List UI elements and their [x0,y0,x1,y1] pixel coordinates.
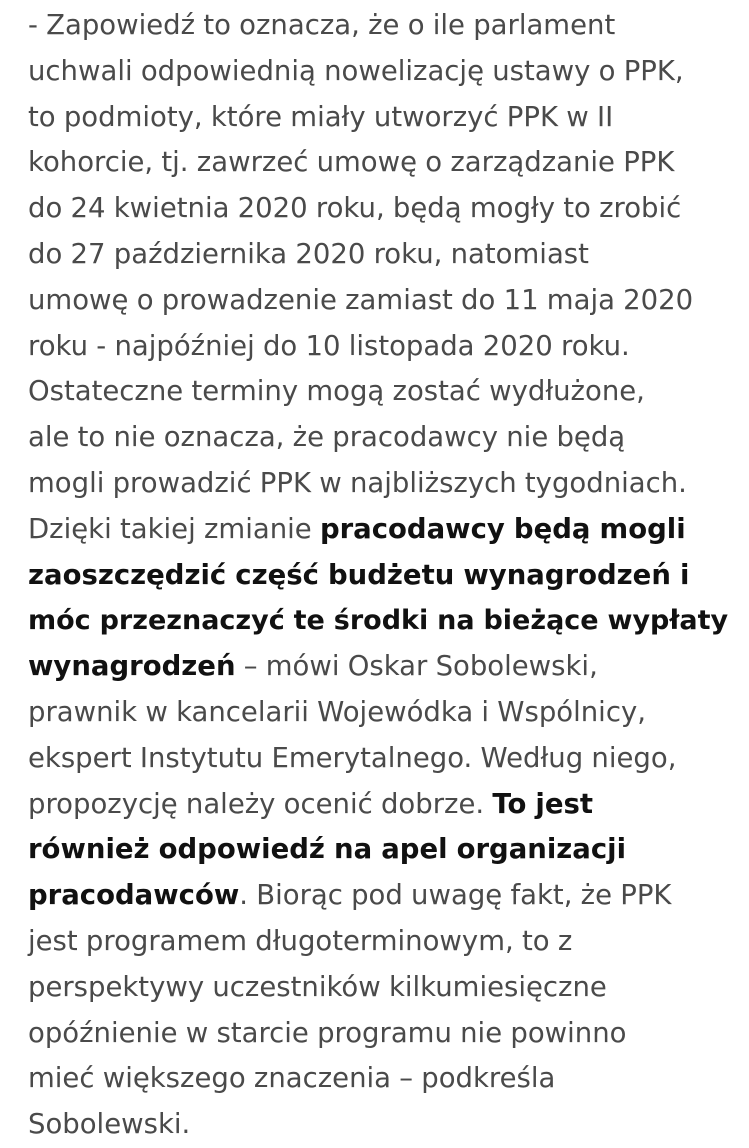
text-line [28,95,728,141]
text-segment: prawnik w kancelarii Wojewódka i Wspólnicy, [28,695,646,728]
text-line [28,644,728,690]
text-segment: – mówi Oskar Sobolewski, [235,650,598,683]
text-segment: do 27 października 2020 roku, natomiast [28,237,589,270]
text-segment: uchwali odpowiednią nowelizację ustawy o PPK, [28,54,684,87]
bold-text-segment: zaoszczędzić część budżetu wynagrodzeń i [28,558,690,591]
bold-text-segment: wynagrodzeń [28,650,236,683]
text-line [28,1102,728,1148]
text-line [28,736,728,782]
text-line [28,507,728,553]
article-body [28,3,728,1148]
text-line [28,919,728,965]
text-segment: ale to nie oznacza, że pracodawcy nie będą [28,421,626,454]
text-segment: mieć większego znaczenia – podkreśla [28,1062,556,1095]
text-segment: mogli prowadzić PPK w najbliższych tygodniach. [28,466,687,499]
text-segment: opóźnienie w starcie programu nie powinno [28,1016,627,1049]
text-segment: to podmioty, które miały utworzyć PPK w II [28,100,614,133]
text-line [28,827,728,873]
text-line [28,3,728,49]
text-segment: Dzięki takiej zmianie [28,512,320,545]
text-segment: ekspert Instytutu Emerytalnego. Według niego, [28,741,677,774]
text-line [28,965,728,1011]
text-line [28,232,728,278]
text-segment: Ostateczne terminy mogą zostać wydłużone, [28,375,645,408]
text-line [28,278,728,324]
text-line [28,690,728,736]
text-line [28,598,728,644]
text-line [28,873,728,919]
text-segment: do 24 kwietnia 2020 roku, będą mogły to zrobić [28,192,682,225]
text-segment: kohorcie, tj. zawrzeć umowę o zarządzanie PPK [28,146,675,179]
text-line [28,369,728,415]
text-segment: . Biorąc pod uwagę fakt, że PPK [239,879,672,912]
text-line [28,461,728,507]
text-segment: umowę o prowadzenie zamiast do 11 maja 2020 [28,283,694,316]
bold-text-segment: móc przeznaczyć te środki na bieżące wypłaty [28,605,729,637]
text-segment: perspektywy uczestników kilkumiesięczne [28,970,607,1003]
text-line [28,186,728,232]
text-line [28,1056,728,1102]
text-line [28,553,728,599]
text-line [28,140,728,186]
bold-text-segment: To jest [492,787,594,820]
text-line [28,782,728,828]
bold-text-segment: również odpowiedź na apel organizacji [28,833,627,866]
text-line [28,49,728,95]
bold-text-segment: pracodawcy będą mogli [319,512,686,545]
text-segment: Sobolewski. [28,1108,191,1141]
text-line [28,324,728,370]
text-segment: jest programem długoterminowym, to z [28,924,573,957]
text-segment: propozycję należy ocenić dobrze. [28,787,493,820]
text-segment: roku - najpóźniej do 10 listopada 2020 roku. [28,329,630,362]
bold-text-segment: pracodawców [28,879,240,912]
text-line [28,1011,728,1057]
text-line [28,415,728,461]
text-segment: - Zapowiedź to oznacza, że o ile parlament [28,9,616,41]
